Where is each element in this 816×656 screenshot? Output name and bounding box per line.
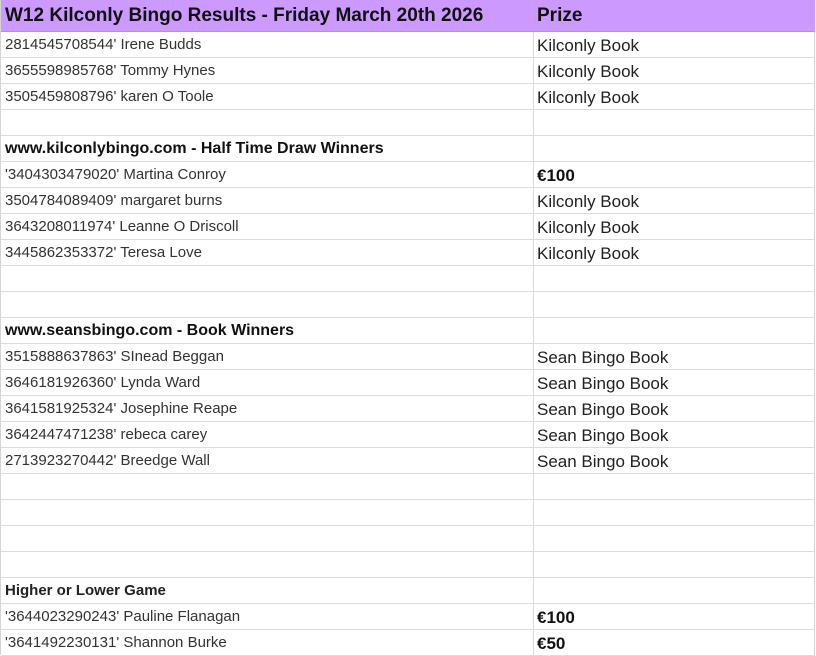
empty-cell[interactable] (534, 578, 815, 603)
winner-cell[interactable]: 3655598985768' Tommy Hynes (1, 58, 534, 83)
winner-cell[interactable]: 3505459808796' karen O Toole (1, 84, 534, 109)
empty-cell[interactable] (1, 526, 534, 551)
winner-cell[interactable]: 3642447471238' rebeca carey (1, 422, 534, 447)
table-row (1, 396, 815, 422)
prize-cell[interactable]: Kilconly Book (537, 244, 640, 263)
table-row (1, 214, 815, 240)
section-heading-halftime[interactable]: www.kilconlybingo.com - Half Time Draw Winners (1, 136, 534, 161)
winner-cell[interactable]: 3646181926360' Lynda Ward (1, 370, 534, 395)
sheet-title[interactable]: W12 Kilconly Bingo Results - Friday March 20th 2026 (5, 5, 484, 26)
winner-cell[interactable]: 3504784089409' margaret burns (1, 188, 534, 213)
prize-cell[interactable]: €50 (537, 634, 566, 653)
table-row (1, 344, 815, 370)
header-row (1, 0, 815, 32)
empty-cell[interactable] (1, 474, 534, 499)
table-row (1, 162, 815, 188)
prize-cell[interactable]: Sean Bingo Book (537, 400, 669, 419)
prize-cell[interactable]: Kilconly Book (537, 192, 640, 211)
prize-cell[interactable]: Kilconly Book (537, 36, 640, 55)
table-row (1, 630, 815, 656)
prize-cell[interactable]: Kilconly Book (537, 88, 640, 107)
section-row (1, 578, 815, 604)
prize-cell[interactable]: Sean Bingo Book (537, 452, 669, 471)
empty-cell[interactable] (534, 526, 815, 551)
empty-row (1, 266, 815, 292)
prize-cell[interactable]: Sean Bingo Book (537, 348, 669, 367)
empty-cell[interactable] (534, 474, 815, 499)
empty-row (1, 526, 815, 552)
prize-cell[interactable]: Sean Bingo Book (537, 374, 669, 393)
empty-cell[interactable] (534, 266, 815, 291)
table-row (1, 188, 815, 214)
winner-cell[interactable]: '3641492230131' Shannon Burke (1, 630, 534, 655)
empty-cell[interactable] (1, 292, 534, 317)
empty-row (1, 474, 815, 500)
empty-row (1, 552, 815, 578)
table-row (1, 240, 815, 266)
prize-cell[interactable]: Kilconly Book (537, 62, 640, 81)
winner-cell[interactable]: '3644023290243' Pauline Flanagan (1, 604, 534, 629)
winner-cell[interactable]: 2814545708544' Irene Budds (1, 32, 534, 57)
empty-cell[interactable] (534, 136, 815, 161)
table-row (1, 370, 815, 396)
section-row (1, 318, 815, 344)
section-heading-higher-lower[interactable]: Higher or Lower Game (1, 578, 534, 603)
empty-cell[interactable] (534, 318, 815, 343)
table-row (1, 604, 815, 630)
empty-cell[interactable] (1, 552, 534, 577)
section-row (1, 136, 815, 162)
table-row (1, 32, 815, 58)
prize-cell[interactable]: Kilconly Book (537, 218, 640, 237)
empty-cell[interactable] (534, 292, 815, 317)
empty-cell[interactable] (1, 500, 534, 525)
section-heading-seansbingo[interactable]: www.seansbingo.com - Book Winners (1, 318, 534, 343)
winner-cell[interactable]: 3643208011974' Leanne O Driscoll (1, 214, 534, 239)
winner-cell[interactable]: 2713923270442' Breedge Wall (1, 448, 534, 473)
prize-cell[interactable]: Sean Bingo Book (537, 426, 669, 445)
winner-cell[interactable]: 3515888637863' SInead Beggan (1, 344, 534, 369)
empty-cell[interactable] (534, 110, 815, 135)
table-row (1, 448, 815, 474)
empty-row (1, 292, 815, 318)
table-row (1, 58, 815, 84)
table-row (1, 84, 815, 110)
table-row (1, 422, 815, 448)
empty-cell[interactable] (534, 552, 815, 577)
prize-column-header[interactable]: Prize (537, 5, 583, 26)
empty-row (1, 500, 815, 526)
empty-cell[interactable] (1, 110, 534, 135)
prize-cell[interactable]: €100 (537, 166, 575, 185)
winner-cell[interactable]: 3445862353372' Teresa Love (1, 240, 534, 265)
winner-cell[interactable]: 3641581925324' Josephine Reape (1, 396, 534, 421)
prize-cell[interactable]: €100 (537, 608, 575, 627)
empty-cell[interactable] (534, 500, 815, 525)
empty-cell[interactable] (1, 266, 534, 291)
empty-row (1, 110, 815, 136)
winner-cell[interactable]: '3404303479020' Martina Conroy (1, 162, 534, 187)
